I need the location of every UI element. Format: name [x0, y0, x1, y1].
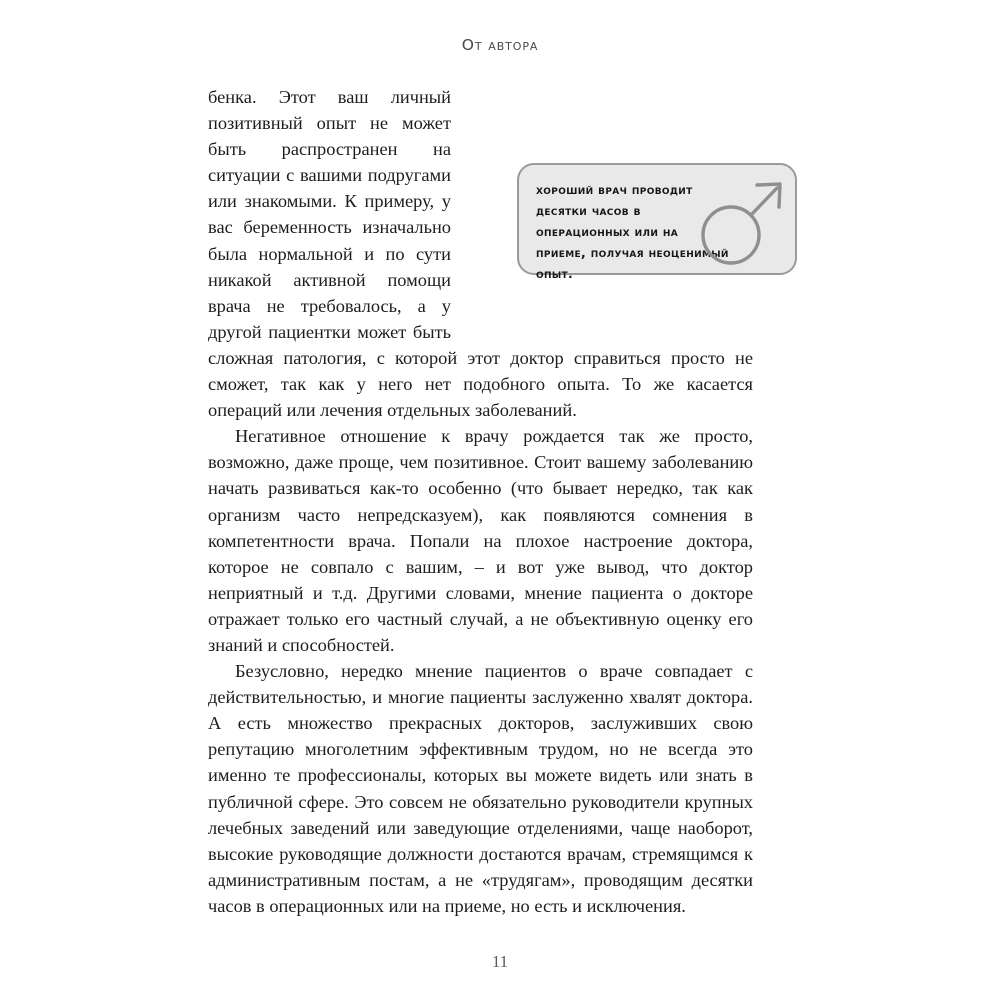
- paragraph: Негативное отношение к врачу рождается так же просто, возможно, даже проще, чем позитивное. Стоит вашему заболеванию начать развиваться как-то особенно (что бывает нередко, так как организм часто непредсказуем), как появляются сомнения в компетентности врача. Попали на плохое настроение доктора, которое не совпало с вашим, – и вот уже вывод, что доктор неприятный и т.д. Другими словами, мнение пациента о докторе отражает только его частный случай, а не объективную оценку его знаний и способностей.: [208, 426, 753, 655]
- mars-symbol-icon: [693, 171, 789, 271]
- running-head: От автора: [461, 36, 539, 54]
- callout-box: [517, 163, 797, 281]
- page-number: 11: [491, 952, 509, 971]
- paragraph: Безусловно, нередко мнение пациентов о враче совпадает с действительностью, и многие пациенты заслуженно хвалят доктора. А есть множество прекрасных докторов, заслуживших свою репутацию многолетним эффективным трудом, но не всегда это именно те профессионалы, которых вы можете видеть или знать в публичной сфере. Это совсем не обязательно руководители крупных лечебных заведений или заведующие отделениями, чаще наоборот, высокие руководящие должности достаются врачам, стремящимся к административным постам, а не «трудягам», проводящим десятки часов в операционных или на приеме, но есть и исключения.: [208, 661, 753, 916]
- paragraph: бенка. Этот ваш личный позитивный опыт не может быть распространен на ситуации с вашими подругами или знакомыми. К примеру, у вас беременность изначально была нормальной и по сути никакой активной помощи врача не требовалось, а у другой пациентки может быть сложная патология, с которой этот доктор справиться просто не сможет, так как у него нет подобного опыта. То же касается операций или лечения отдельных заболеваний.: [208, 87, 753, 421]
- callout-text: хороший врач проводит десятки часов в операционных или на приеме, получая неоценимый опыт.: [536, 182, 729, 281]
